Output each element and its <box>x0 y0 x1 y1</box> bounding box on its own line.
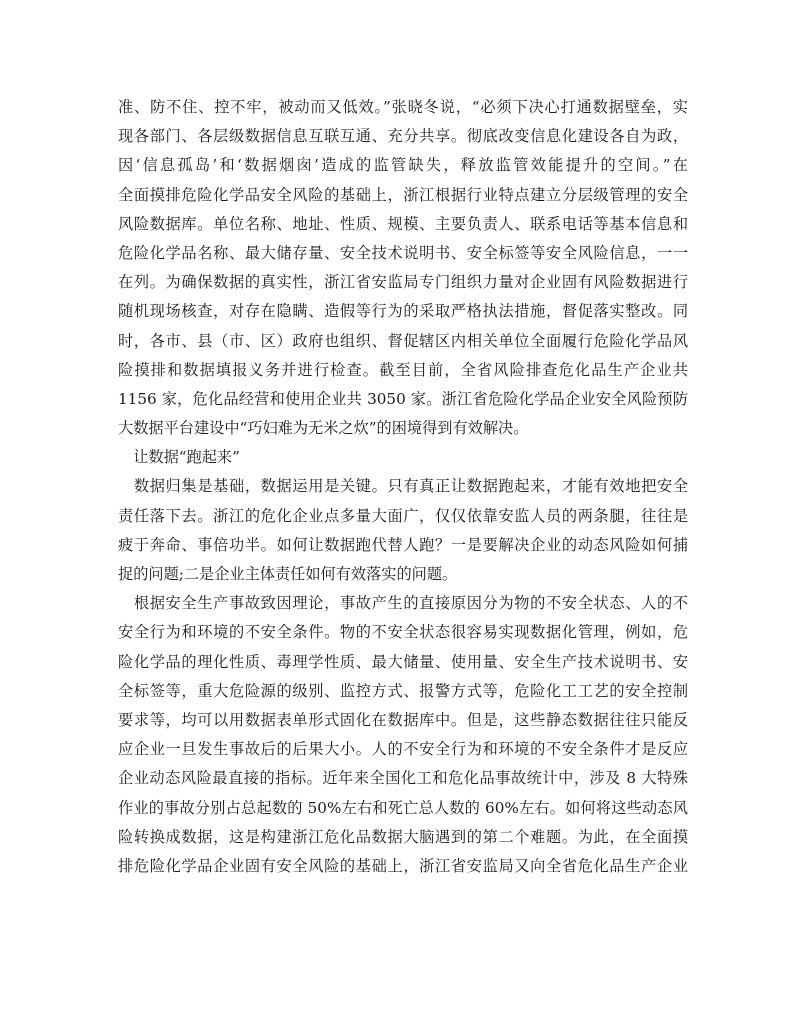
text-line: 要求等，均可以用数据表单形式固化在数据库中。但是，这些静态数据往往只能反 <box>118 710 688 729</box>
text-line: 险化学品的理化性质、毒理学性质、最大储量、使用量、安全生产技术说明书、安 <box>118 652 688 671</box>
text-line: 准、防不住、控不牢，被动而又低效。”张晓冬说，“必须下决心打通数据壁垒，实 <box>118 98 688 116</box>
text-line: 大数据平台建设中“巧妇难为无米之炊”的困境得到有效解决。 <box>118 419 529 438</box>
text-line: 捉的问题;二是企业主体责任如何有效落实的问题。 <box>118 565 458 583</box>
text-line: 应企业一旦发生事故后的后果大小。人的不安全行为和环境的不安全条件才是反应 <box>118 740 688 759</box>
text-line: 随机现场核查，对存在隐瞒、造假等行为的采取严格执法措施，督促落实整改。同 <box>118 302 688 321</box>
text-line: 全面摸排危险化学品安全风险的基础上，浙江根据行业特点建立分层级管理的安全 <box>118 185 688 204</box>
body-text <box>118 93 688 881</box>
text-line: 责任落下去。浙江的危化企业点多量大面广，仅仅依靠安监人员的两条腿，往往是 <box>118 506 688 525</box>
text-line: 时，各市、县（市、区）政府也组织、督促辖区内相关单位全面履行危险化学品风 <box>118 331 688 350</box>
text-line: 企业动态风险最直接的指标。近年来全国化工和危化品事故统计中，涉及 8 大特殊 <box>118 769 688 788</box>
text-line: 1156 家，危化品经营和使用企业共 3050 家。浙江省危险化学品企业安全风险预防 <box>118 389 688 408</box>
text-line: 险转换成数据，这是构建浙江危化品数据大脑遇到的第二个难题。为此，在全面摸 <box>118 827 688 846</box>
text-line: 全标签等，重大危险源的级别、监控方式、报警方式等，危险化工工艺的安全控制 <box>118 681 688 700</box>
section-heading: 让数据“跑起来” <box>118 448 240 467</box>
text-line: 数据归集是基础，数据运用是关键。只有真正让数据跑起来，才能有效地把安全 <box>118 477 688 496</box>
text-line: 疲于奔命、事倍功半。如何让数据跑代替人跑？一是要解决企业的动态风险如何捕 <box>118 535 688 554</box>
text-line: 现各部门、各层级数据信息互联互通、充分共享。彻底改变信息化建设各自为政， <box>118 127 688 146</box>
text-line: 在列。为确保数据的真实性，浙江省安监局专门组织力量对企业固有风险数据进行 <box>118 273 688 292</box>
text-line: 因‘信息孤岛’和‘数据烟囱’造成的监管缺失，释放监管效能提升的空间。”在 <box>118 156 688 175</box>
text-line: 安全行为和环境的不安全条件。物的不安全状态很容易实现数据化管理，例如，危 <box>118 623 688 642</box>
text-line: 排危险化学品企业固有安全风险的基础上，浙江省安监局又向全省危化品生产企业 <box>118 856 688 875</box>
text-line: 根据安全生产事故致因理论，事故产生的直接原因分为物的不安全状态、人的不 <box>118 594 688 613</box>
text-line: 险摸排和数据填报义务并进行检查。截至目前，全省风险排查危化品生产企业共 <box>118 360 688 379</box>
text-line: 作业的事故分别占总起数的 50%左右和死亡总人数的 60%左右。如何将这些动态风 <box>118 798 688 817</box>
text-line: 风险数据库。单位名称、地址、性质、规模、主要负责人、联系电话等基本信息和 <box>118 214 688 233</box>
text-line: 危险化学品名称、最大储存量、安全技术说明书、安全标签等安全风险信息，一一 <box>118 243 688 262</box>
